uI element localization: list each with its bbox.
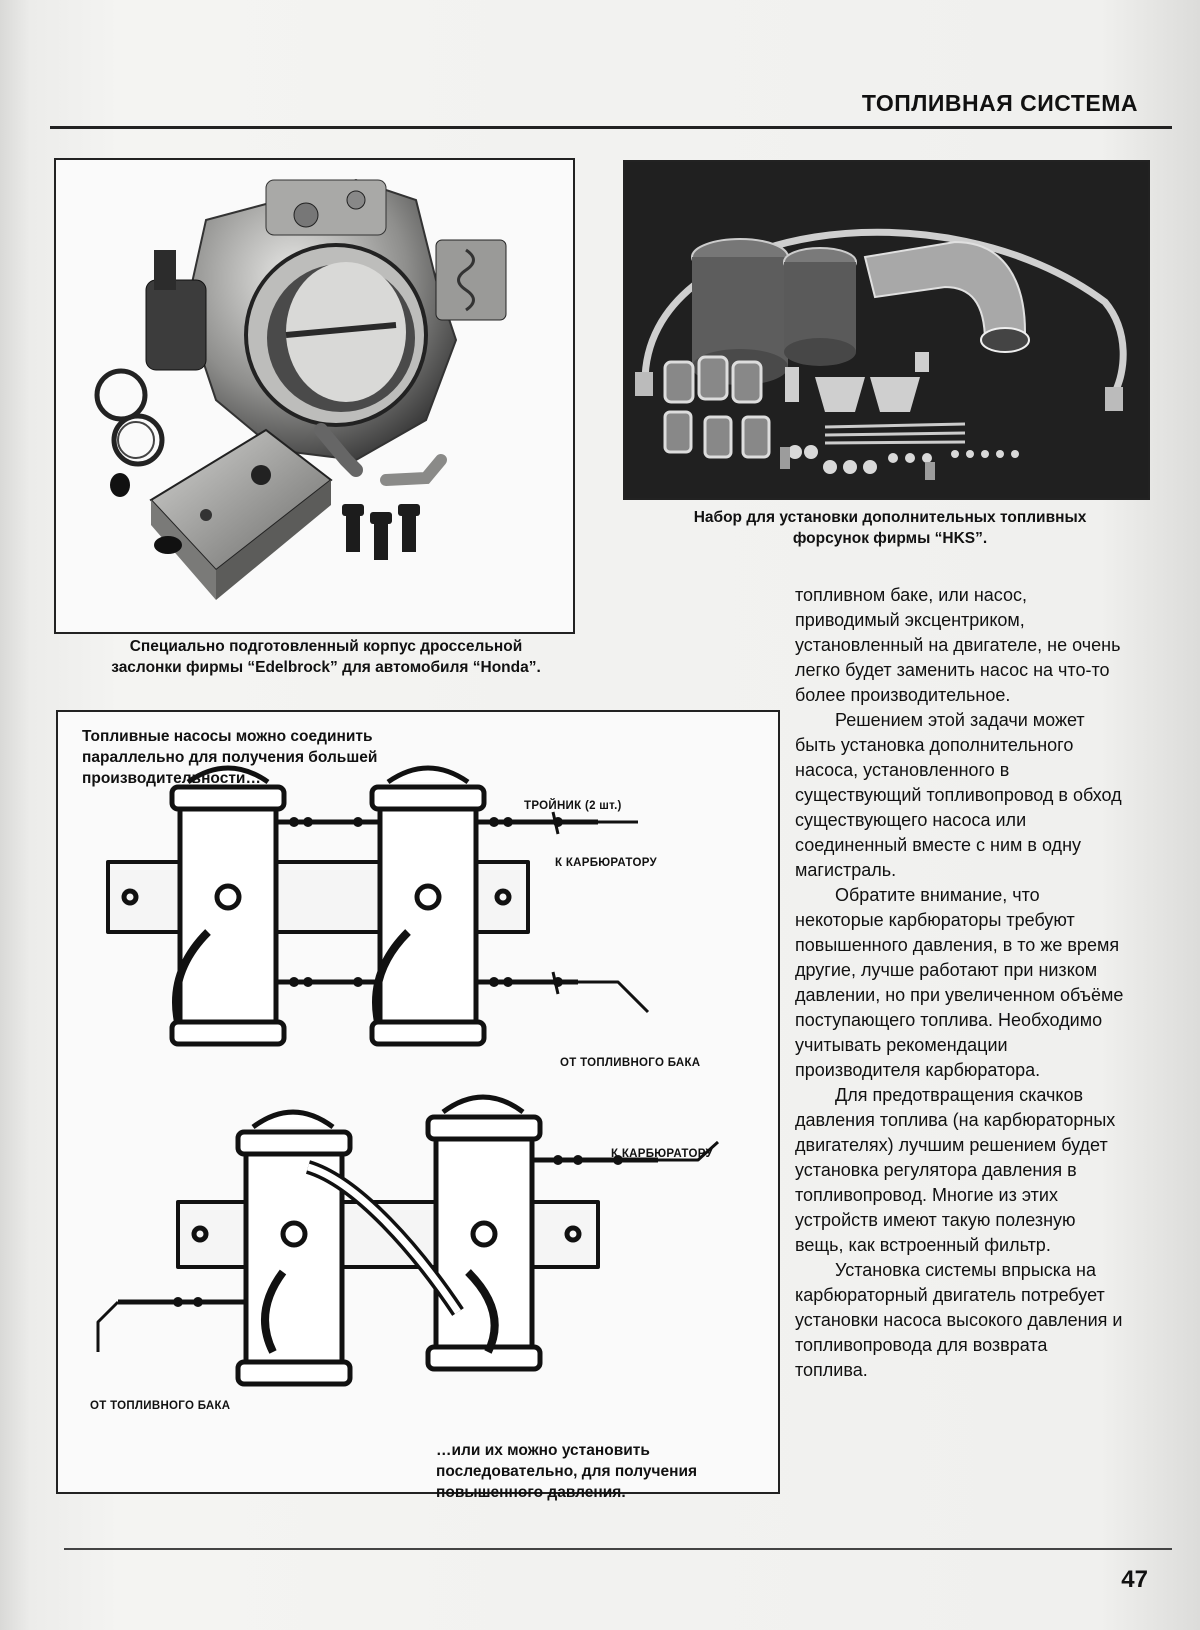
- caption-line: последовательно, для получения: [436, 1463, 698, 1480]
- to-carburetor-label: К КАРБЮРАТОРУ: [555, 857, 657, 869]
- caption-line: параллельно для получения большей: [82, 749, 378, 766]
- from-fuel-tank-label: ОТ ТОПЛИВНОГО БАКА: [90, 1400, 231, 1412]
- section-title: ТОПЛИВНАЯ СИСТЕМА: [861, 90, 1138, 116]
- header-rule: [50, 126, 1172, 129]
- footer-rule: [64, 1548, 1172, 1550]
- paragraph: Обратите внимание, что некоторые карбюраторы требуют повышенного давления, в то же время другие, лучше работают при низком давлении, но при увеличенном объёме поступающего топлива. Необходимо учитывать рекомендации производителя карбюратора.: [795, 885, 1124, 1080]
- body-text-column: [795, 583, 1125, 1383]
- hks-injector-kit-photo: [623, 160, 1150, 500]
- hks-kit-caption: [640, 507, 1140, 549]
- parallel-pumps-caption: [82, 726, 432, 789]
- caption-line: Набор для установки дополнительных топливных: [693, 509, 1087, 526]
- paragraph: Для предотвращения скачков давления топлива (на карбюраторных двигателях) лучшим решением будет установка регулятора давления в топливопровод. Многие из этих устройств имеют такую полезную вещь, как встроенный фильтр.: [795, 1085, 1116, 1255]
- caption-line: заслонки фирмы “Edelbrock” для автомобиля “Honda”.: [111, 659, 541, 676]
- paragraph: Решением этой задачи может быть установка дополнительного насоса, установленного в существующий топливопровод в обход существующего насоса или соединенный вместе с ним в одну магистраль.: [795, 710, 1122, 880]
- caption-line: повышенного давления.: [436, 1484, 626, 1501]
- serial-pumps-caption: [436, 1440, 756, 1503]
- tee-fitting-label: ТРОЙНИК (2 шт.): [524, 800, 622, 812]
- from-fuel-tank-label: ОТ ТОПЛИВНОГО БАКА: [560, 1057, 701, 1069]
- caption-line: Специально подготовленный корпус дроссельной: [129, 638, 523, 655]
- to-carburetor-label: К КАРБЮРАТОРУ: [611, 1148, 713, 1160]
- throttle-body-photo: [54, 158, 575, 634]
- caption-line: …или их можно установить: [436, 1442, 650, 1459]
- caption-line: Топливные насосы можно соединить: [82, 728, 373, 745]
- caption-line: производительности…: [82, 770, 261, 787]
- paragraph: Установка системы впрыска на карбюраторный двигатель потребует установки насоса высокого давления и топливопровода для возврата топлива.: [795, 1260, 1123, 1380]
- page-number: 47: [1121, 1566, 1148, 1593]
- throttle-body-caption: [66, 636, 586, 678]
- paragraph: топливном баке, или насос, приводимый эксцентриком, установленный на двигателе, не очень легко будет заменить насос на что-то более производительное.: [795, 585, 1121, 705]
- fuel-pump-diagram: [56, 710, 780, 1494]
- caption-line: форсунок фирмы “HKS”.: [792, 530, 988, 547]
